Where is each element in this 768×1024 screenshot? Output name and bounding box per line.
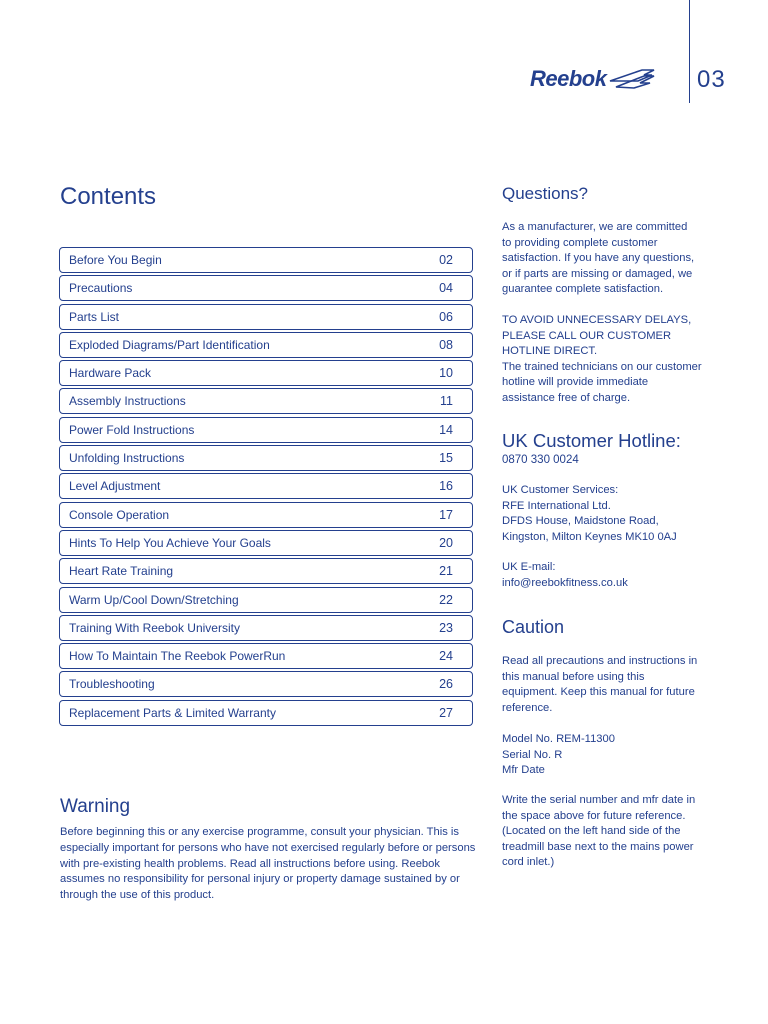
toc-page-number: 20 — [439, 535, 453, 550]
hotline-address — [502, 483, 707, 545]
contents-title: Contents — [60, 183, 157, 210]
toc-row[interactable] — [59, 587, 473, 613]
toc-row[interactable] — [59, 360, 473, 386]
toc-row[interactable] — [59, 643, 473, 669]
delays-text — [502, 313, 707, 406]
toc-label: Before You Begin — [69, 253, 162, 267]
caution-line: Read all precautions and instructions in — [502, 655, 698, 667]
serial-line: cord inlet.) — [502, 856, 555, 868]
toc-label: Precautions — [69, 281, 133, 296]
toc-page-number: 27 — [439, 705, 453, 720]
email-label: UK E-mail: — [502, 561, 556, 573]
toc-page-number: 24 — [439, 649, 453, 664]
header-divider-line — [689, 0, 690, 103]
serial-line: (Located on the left hand side of the — [502, 825, 681, 837]
toc-row[interactable] — [59, 502, 473, 528]
reebok-logo — [530, 66, 656, 92]
questions-title: Questions? — [502, 184, 588, 203]
toc-label: Replacement Parts & Limited Warranty — [69, 705, 276, 720]
warning-line: especially important for persons who have not exercised regularly before or persons — [60, 841, 476, 854]
address-line: UK Customer Services: — [502, 484, 619, 496]
toc-label: Hints To Help You Achieve Your Goals — [69, 535, 271, 550]
toc-page-number: 10 — [439, 366, 453, 381]
caution-text — [502, 654, 707, 716]
toc-row[interactable] — [59, 332, 473, 358]
toc-label: Troubleshooting — [69, 677, 155, 692]
delays-line: hotline will provide immediate — [502, 376, 649, 388]
toc-row[interactable] — [59, 615, 473, 641]
toc-label: Training With Reebok University — [69, 620, 240, 635]
address-line: Kingston, Milton Keynes MK10 0AJ — [502, 530, 677, 543]
toc-label: Unfolding Instructions — [69, 451, 185, 466]
hotline-title: UK Customer Hotline: — [502, 430, 681, 451]
toc-page-number: 23 — [439, 620, 453, 635]
toc-page-number: 14 — [439, 422, 453, 437]
toc-page-number: 17 — [439, 507, 453, 522]
toc-row[interactable] — [59, 671, 473, 697]
toc-page-number: 04 — [439, 281, 453, 296]
questions-line: satisfaction. If you have any questions, — [502, 252, 695, 264]
caution-line: equipment. Keep this manual for future — [502, 686, 695, 698]
delays-line: PLEASE CALL OUR CUSTOMER — [502, 329, 672, 342]
questions-text — [502, 220, 707, 298]
caution-line: this manual before using this — [502, 670, 645, 683]
toc-page-number: 02 — [439, 253, 453, 267]
delays-line: HOTLINE DIRECT. — [502, 345, 598, 357]
toc-label: Hardware Pack — [69, 366, 152, 381]
toc-label: Assembly Instructions — [69, 394, 186, 409]
toc-label: Level Adjustment — [69, 479, 161, 494]
toc-row[interactable] — [59, 388, 473, 414]
toc-label: Console Operation — [69, 507, 170, 522]
toc-page-number: 08 — [439, 337, 453, 352]
questions-line: or if parts are missing or damaged, we — [502, 267, 693, 280]
serial-line: treadmill base next to the mains power — [502, 840, 694, 853]
toc-row[interactable] — [59, 473, 473, 499]
serial-line: Write the serial number and mfr date in — [502, 794, 696, 806]
toc-row[interactable] — [59, 700, 473, 726]
toc-label: Parts List — [69, 309, 120, 324]
toc-page-number: 21 — [439, 564, 453, 579]
toc-page-number: 06 — [439, 309, 453, 324]
toc-label: Power Fold Instructions — [69, 422, 195, 437]
caution-line: reference. — [502, 701, 553, 714]
hotline-email-block — [502, 560, 707, 591]
toc-page-number: 26 — [439, 677, 453, 692]
toc-label: Warm Up/Cool Down/Stretching — [69, 592, 239, 607]
email-link[interactable]: info@reebokfitness.co.uk — [502, 576, 628, 589]
caution-title: Caution — [502, 617, 565, 637]
toc-row[interactable] — [59, 275, 473, 301]
warning-title: Warning — [60, 796, 131, 817]
warning-text — [60, 825, 480, 904]
toc-label: Exploded Diagrams/Part Identification — [69, 337, 270, 352]
address-line: DFDS House, Maidstone Road, — [502, 515, 659, 527]
toc-row[interactable] — [59, 247, 473, 273]
warning-line: with pre-existing health problems. Read all instructions before using. Reebok — [60, 857, 440, 870]
toc-row[interactable] — [59, 558, 473, 584]
model-line: Serial No. R — [502, 748, 563, 761]
page-number: 03 — [697, 66, 726, 93]
toc-row[interactable] — [59, 304, 473, 330]
table-of-contents — [59, 247, 473, 728]
model-line: Model No. REM-11300 — [502, 733, 615, 745]
model-info — [502, 732, 707, 779]
reebok-vector-icon — [608, 67, 656, 91]
toc-page-number: 22 — [439, 592, 453, 607]
toc-page-number: 15 — [439, 451, 453, 466]
serial-note — [502, 793, 707, 871]
toc-row[interactable] — [59, 530, 473, 556]
model-line: Mfr Date — [502, 764, 545, 776]
toc-label: How To Maintain The Reebok PowerRun — [69, 649, 286, 664]
toc-label: Heart Rate Training — [69, 564, 174, 579]
serial-line: the space above for future reference. — [502, 809, 686, 822]
delays-line: assistance free of charge. — [502, 391, 631, 404]
warning-line: Before beginning this or any exercise programme, consult your physician. This is — [60, 826, 460, 838]
warning-line: assumes no responsibility for personal injury or property damage sustained by or — [60, 873, 460, 886]
address-line: RFE International Ltd. — [502, 499, 611, 512]
hotline-phone: 0870 330 0024 — [502, 454, 579, 466]
warning-line: through the use of this product. — [60, 889, 215, 902]
questions-line: to providing complete customer — [502, 236, 658, 249]
delays-line: TO AVOID UNNECESSARY DELAYS, — [502, 314, 692, 326]
questions-line: guarantee complete satisfaction. — [502, 283, 664, 295]
brand-wordmark: Reebok — [530, 66, 607, 91]
delays-line: The trained technicians on our customer — [502, 360, 702, 373]
toc-page-number: 16 — [439, 479, 453, 494]
toc-row[interactable] — [59, 417, 473, 443]
toc-row[interactable] — [59, 445, 473, 471]
questions-line: As a manufacturer, we are committed — [502, 221, 688, 233]
toc-page-number: 11 — [440, 394, 453, 409]
